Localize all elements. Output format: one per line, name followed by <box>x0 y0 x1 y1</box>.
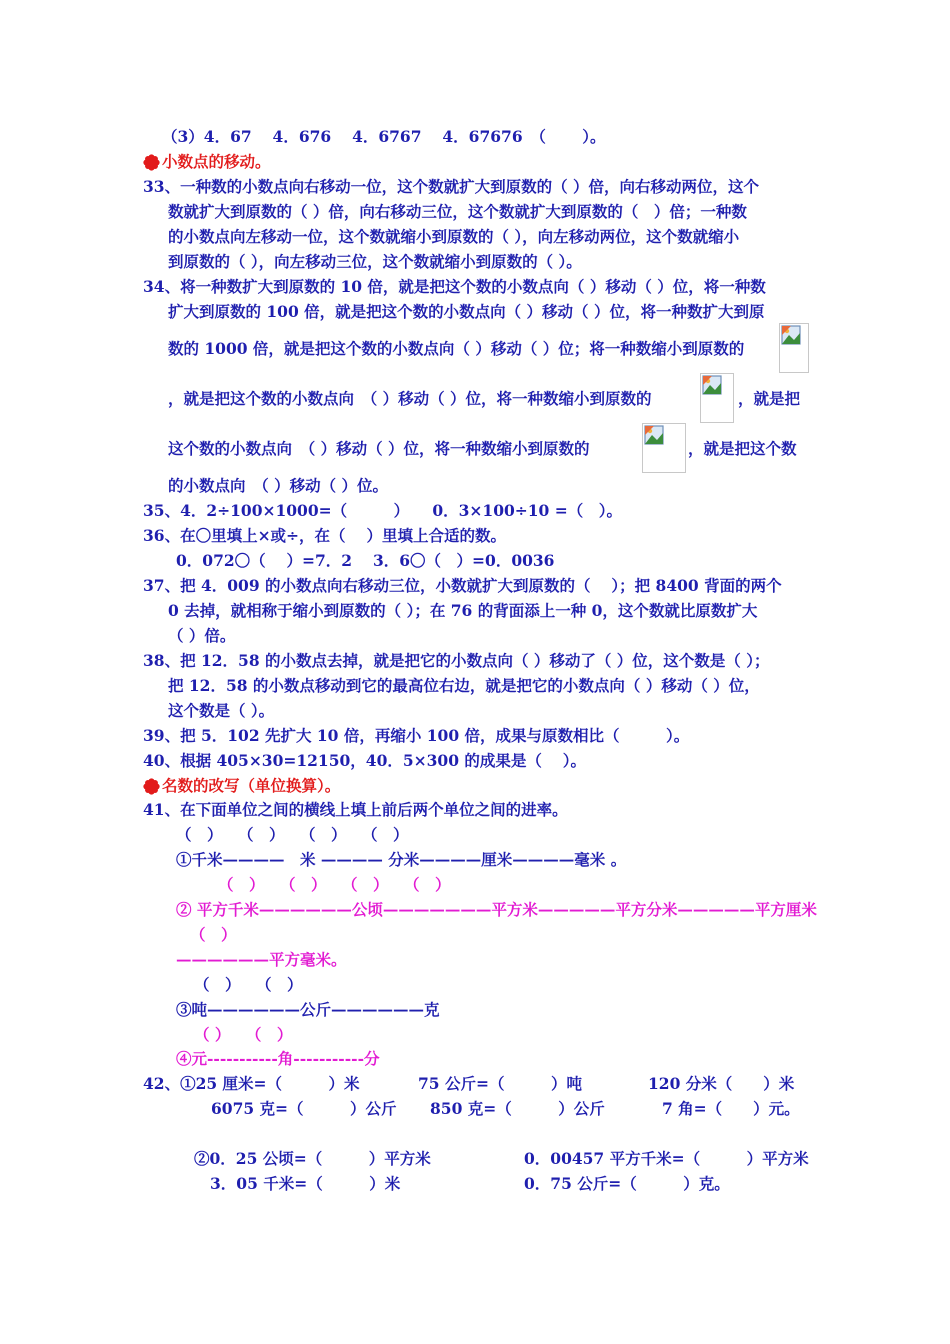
question-36-items: 0．072〇（ ）=7．2 3．6〇（ ）=0．0036 <box>176 551 555 570</box>
question-41: 41、在下面单位之间的横线上填上前后两个单位之间的进率。 <box>143 800 568 819</box>
question-38-line-2: 把 12．58 的小数点移动到它的最高位右边，就是把它的小数点向（ ）移动（ ）位， <box>168 676 760 695</box>
question-35: 35、4．2÷100×1000=（ ） 0．3×100÷10 =（ ）。 <box>143 501 622 520</box>
q42-row4-col1: 3．05 千米=（ ）米 <box>210 1174 401 1193</box>
question-38-line-3: 这个数是（ ）。 <box>168 701 275 720</box>
question-39: 39、把 5．102 先扩大 10 倍，再缩小 100 倍，成果与原数相比（ ）。 <box>143 726 690 745</box>
fraction-image-1 <box>779 323 809 373</box>
question-34-line-4-tail: ，就是把 <box>738 389 801 408</box>
q41-mass-blanks: （ ） （ ） <box>194 975 303 994</box>
question-34-line-6: 的小数点向 （ ）移动（ ）位。 <box>168 476 389 495</box>
section-heading-decimal-move <box>143 152 271 172</box>
question-37-line-2: 0 去掉，就相称于缩小到原数的（ ）；在 76 的背面添上一种 0，这个数就比原数扩大 <box>168 601 758 620</box>
q41-length-units: ①千米———— 米 ———— 分米————厘米————毫米 。 <box>176 850 627 869</box>
section-heading-text: 名数的改写（单位换算）。 <box>162 776 341 795</box>
q42-row1-col2: 75 公斤=（ ）吨 <box>418 1074 582 1093</box>
option-3-line: （3）4．67 4．676 4．6767 4．67676 （ ）。 <box>162 127 606 146</box>
question-34-line-5-tail: ，就是把这个数 <box>688 439 797 458</box>
q42-row3-col2: 0．00457 平方千米=（ ）平方米 <box>524 1149 809 1168</box>
flower-bullet-icon <box>143 778 160 795</box>
q41-money-blanks: （ ） （ ） <box>194 1025 293 1044</box>
fraction-image-2 <box>700 373 734 423</box>
question-34-line-2: 扩大到原数的 100 倍，就是把这个数的小数点向（ ）移动（ ）位，将一种数扩大到原 <box>168 302 765 321</box>
flower-bullet-icon <box>143 154 160 171</box>
broken-image-icon <box>781 325 801 345</box>
q41-money-units: ④元-----------角-----------分 <box>176 1049 380 1068</box>
question-37-line-1: 37、把 4．009 的小数点向右移动三位，小数就扩大到原数的（ ）；把 8400 背面的两个 <box>143 576 782 595</box>
q41-area-blanks: （ ） （ ） （ ） （ ） <box>218 875 451 894</box>
section-heading-unit-conversion <box>143 776 340 796</box>
question-36: 36、在〇里填上×或÷，在（ ）里填上合适的数。 <box>143 526 506 545</box>
broken-image-icon <box>644 425 664 445</box>
section-heading-text: 小数点的移动。 <box>162 152 271 171</box>
question-38-line-1: 38、把 12．58 的小数点去掉，就是把它的小数点向（ ）移动了（ ）位，这个数是（ ）； <box>143 651 770 670</box>
q41-area-units-tail: ——————平方毫米。 <box>176 950 347 969</box>
q42-row3-col1: ②0．25 公顷=（ ）平方米 <box>194 1149 431 1168</box>
q42-row4-col2: 0．75 公斤=（ ）克。 <box>524 1174 730 1193</box>
question-34-line-1: 34、将一种数扩大到原数的 10 倍，就是把这个数的小数点向（ ）移动（ ）位，将一种数 <box>143 277 766 296</box>
question-33-line-2: 数就扩大到原数的（ ）倍，向右移动三位，这个数就扩大到原数的（ ）倍；一种数 <box>168 202 747 221</box>
q42-row1-col3: 120 分米（ ）米 <box>648 1074 795 1093</box>
question-37-line-3: （ ）倍。 <box>168 626 236 645</box>
broken-image-icon <box>702 375 722 395</box>
q41-length-blanks: （ ） （ ） （ ） （ ） <box>176 825 409 844</box>
question-34-line-3: 数的 1000 倍，就是把这个数的小数点向（ ）移动（ ）位；将一种数缩小到原数的 <box>168 339 745 358</box>
question-40: 40、根据 405×30=12150，40．5×300 的成果是（ ）。 <box>143 751 587 770</box>
q41-mass-units: ③吨——————公斤——————克 <box>176 1000 440 1019</box>
fraction-image-3 <box>642 423 686 473</box>
q41-area-units: ② 平方千米——————公顷———————平方米—————平方分米—————平方厘米 <box>176 900 817 919</box>
question-34-line-5: 这个数的小数点向 （ ）移动（ ）位，将一种数缩小到原数的 <box>168 439 590 458</box>
q42-row1-col1: 42、①25 厘米=（ ）米 <box>143 1074 360 1093</box>
question-33-line-1: 33、一种数的小数点向右移动一位，这个数就扩大到原数的（ ）倍，向右移动两位，这个 <box>143 177 759 196</box>
q42-row2-col1: 6075 克=（ ）公斤 <box>211 1099 397 1118</box>
question-33-line-4: 到原数的（ ），向左移动三位，这个数就缩小到原数的（ ）。 <box>168 252 582 271</box>
q42-row2-col3: 7 角=（ ）元。 <box>662 1099 800 1118</box>
q42-row2-col2: 850 克=（ ）公斤 <box>430 1099 605 1118</box>
q41-area-blank-extra: （ ） <box>190 925 237 944</box>
question-34-line-4: ，就是把这个数的小数点向 （ ）移动（ ）位，将一种数缩小到原数的 <box>168 389 652 408</box>
question-33-line-3: 的小数点向左移动一位，这个数就缩小到原数的（ ），向左移动两位，这个数就缩小 <box>168 227 740 246</box>
